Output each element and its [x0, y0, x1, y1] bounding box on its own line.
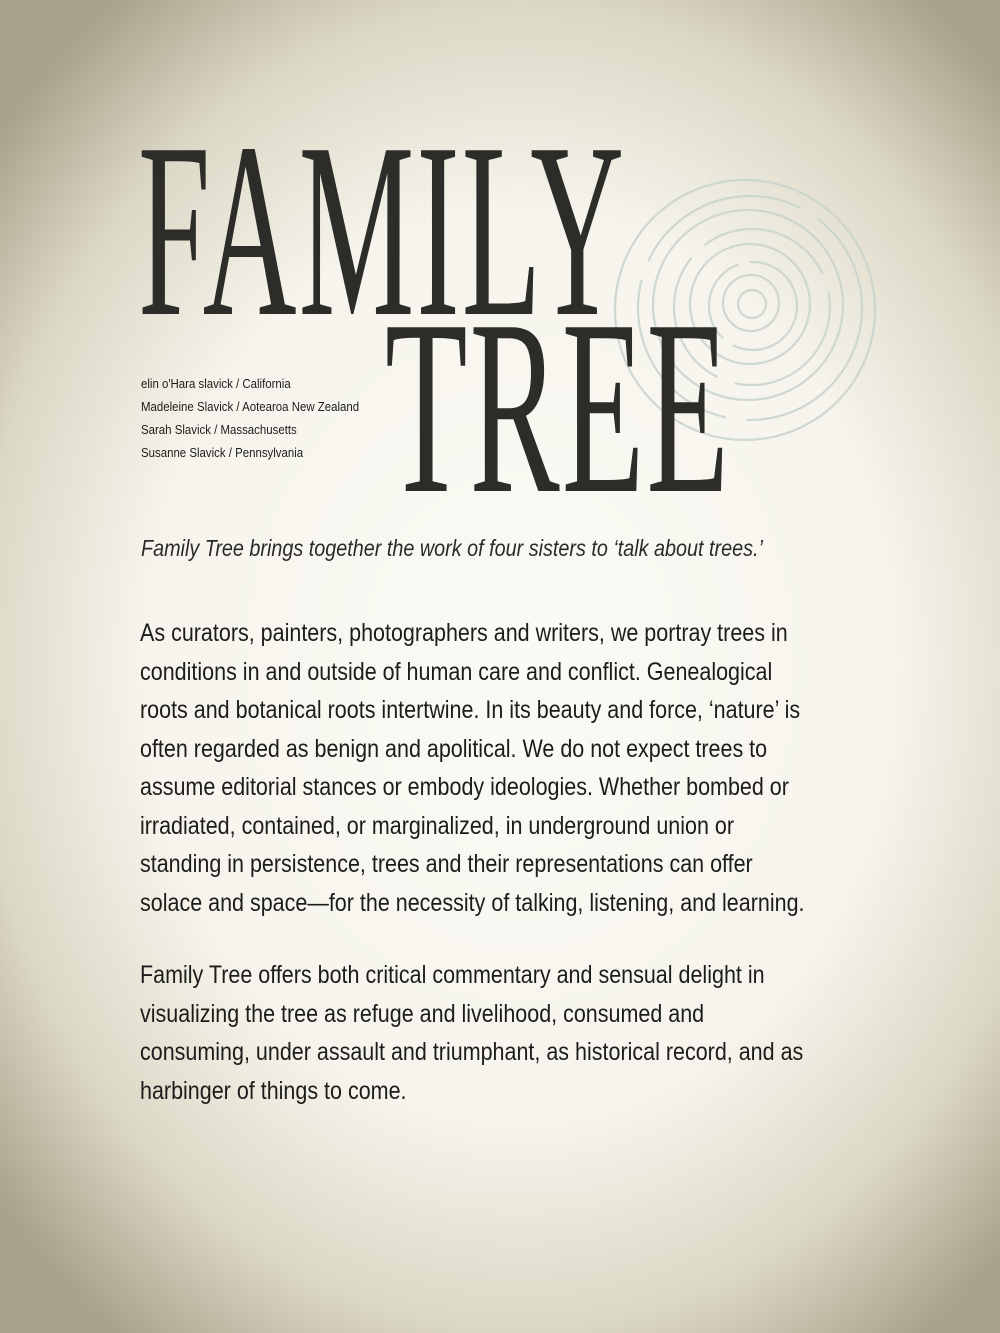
text-line: roots and botanical roots intertwine. In its beauty and force, ‘nature’ is: [140, 696, 801, 724]
text-line: visualizing the tree as refuge and livelihood, consumed and: [140, 999, 705, 1028]
artist-list: [141, 372, 376, 464]
text-line: As curators, painters, photographers and writers, we portray trees in: [140, 619, 788, 647]
artist-item: Sarah Slavick / Massachusetts: [141, 422, 297, 437]
text-line: often regarded as benign and apolitical. We do not expect trees to: [140, 734, 768, 763]
text-line: solace and space—for the necessity of talking, listening, and learning.: [140, 888, 805, 917]
text-line: consuming, under assault and triumphant, as historical record, and as: [140, 1038, 804, 1066]
text-line: irradiated, contained, or marginalized, in underground union or: [140, 811, 735, 840]
text-line: standing in persistence, trees and their representations can offer: [140, 850, 753, 878]
text-line: harbinger of things to come.: [140, 1076, 407, 1105]
artist-item: elin o'Hara slavick / California: [141, 376, 291, 391]
lead-sentence: Family Tree brings together the work of four sisters to ‘talk about trees.’: [141, 535, 763, 561]
text-line: conditions in and outside of human care and conflict. Genealogical: [140, 657, 773, 686]
artist-item: Madeleine Slavick / Aotearoa New Zealand: [141, 399, 360, 414]
paragraph-2: [140, 956, 911, 1110]
text-line: assume editorial stances or embody ideologies. Whether bombed or: [140, 773, 789, 801]
title-family: FAMILY: [138, 92, 627, 369]
title-tree: TREE: [385, 269, 732, 546]
text-line: Family Tree offers both critical commentary and sensual delight in: [140, 961, 765, 989]
artist-item: Susanne Slavick / Pennsylvania: [141, 445, 304, 460]
paragraph-1: [140, 614, 913, 922]
